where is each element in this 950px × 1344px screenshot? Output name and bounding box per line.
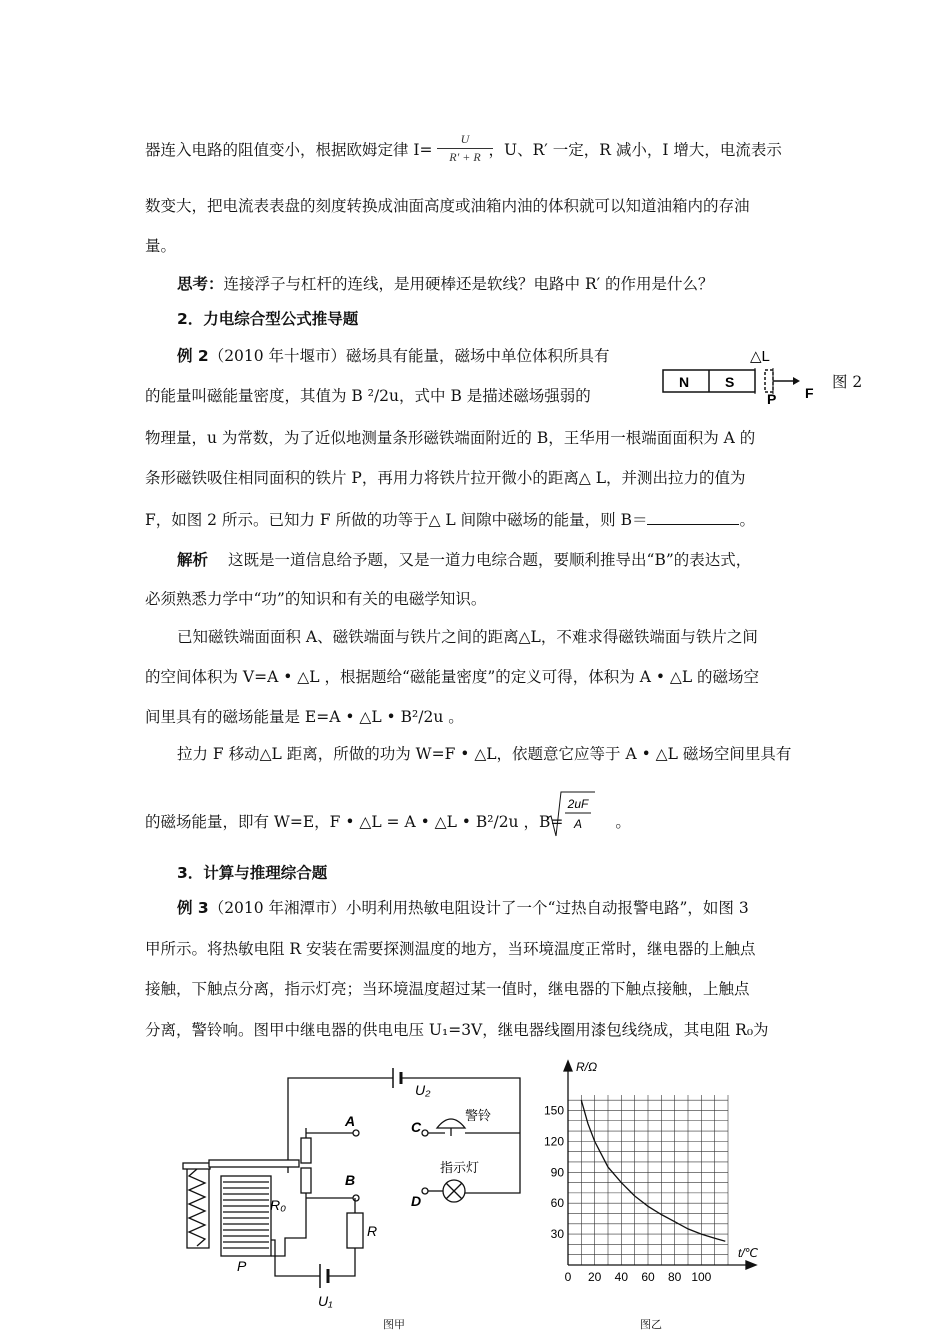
analysis-line5: 间里具有的磁场能量是 E=A • △L • B²/2u 。 [145, 708, 464, 726]
figure2-caption: 图 2 [832, 373, 863, 391]
chart-grid [568, 1095, 728, 1265]
south-pole-label: S [725, 374, 735, 390]
ohms-law-fraction [437, 132, 493, 165]
x-tick-label: 0 [564, 1270, 572, 1284]
r0-label: R₀ [270, 1197, 287, 1213]
x-axis-arrow [746, 1261, 756, 1269]
y-tick-label: 30 [550, 1227, 564, 1242]
example3-line2: 甲所示。将热敏电阻 R 安装在需要探测温度的地方，当环境温度正常时，继电器的上触点 [145, 940, 756, 958]
sqrt-formula [545, 788, 597, 840]
y-tick-label: 120 [543, 1134, 564, 1149]
a-label: A [345, 1113, 356, 1129]
chart-axes [564, 1061, 756, 1269]
upper-contact [301, 1138, 311, 1163]
y-tick-label: 60 [550, 1196, 564, 1211]
p-label: P [237, 1258, 247, 1274]
section2-title: 2．力电综合型公式推导题 [177, 310, 359, 328]
spring [189, 1169, 205, 1246]
analysis-line1: 解析 这既是一道信息给予题，又是一道力电综合题，要顺利推导出“B”的表达式， [177, 551, 752, 569]
lower-contact [301, 1168, 311, 1193]
wire-to-u1 [275, 1258, 320, 1276]
y-axis-arrow [564, 1061, 572, 1071]
chart-caption: 图乙 [640, 1318, 662, 1331]
x-tick-label: 60 [641, 1270, 655, 1284]
think-text: 连接浮子与杠杆的连线，是用硬棒还是软线？电路中 R′ 的作用是什么？ [223, 275, 714, 293]
c-label: C [411, 1119, 422, 1135]
x-tick-label: 80 [667, 1270, 682, 1284]
think-paragraph [177, 272, 714, 294]
resistance-temperature-chart [540, 1055, 780, 1315]
think-label: 思考： [177, 275, 224, 293]
x-tick-label: 20 [587, 1270, 602, 1284]
terminal-c [422, 1130, 428, 1136]
answer-blank [647, 510, 739, 525]
fraction-numerator: U [460, 132, 470, 146]
lever-pivot-block [183, 1163, 210, 1169]
example2-line5: F，如图 2 所示。已知力 F 所做的功等于△ L 间隙中磁场的能量，则 B＝ 。 [145, 511, 755, 529]
north-pole-label: N [679, 374, 690, 390]
terminal-b [353, 1195, 359, 1201]
bell-symbol [437, 1119, 465, 1128]
r-label: R [367, 1223, 378, 1239]
analysis-line3: 已知磁铁端面面积 A、磁铁端面与铁片之间的距离△L，不难求得磁铁端面与铁片之间 [177, 628, 758, 646]
terminal-d [422, 1188, 428, 1194]
example2-line3: 物理量，u 为常数，为了近似地测量条形磁铁端面附近的 B，王华用一根端面面积为 A 的 [145, 429, 756, 447]
example2-line2: 的能量叫磁能量密度，其值为 B ²/2u，式中 B 是描述磁场强弱的 [145, 387, 591, 405]
u2-label: U₂ [415, 1082, 431, 1098]
sqrt-denominator: A [573, 817, 583, 831]
resistance-curve [581, 1100, 725, 1241]
y-tick-label: 150 [543, 1103, 564, 1118]
circuit-caption: 图甲 [383, 1318, 405, 1331]
iron-plate [765, 370, 773, 392]
analysis-line2: 必须熟悉力学中“功”的知识和有关的电磁学知识。 [145, 590, 487, 608]
example2-line4: 条形磁铁吸住相同面积的铁片 P，再用力将铁片拉开微小的距离△ L，并测出拉力的值为 [145, 469, 746, 487]
lamp-label: 指示灯 [440, 1160, 480, 1175]
y-axis-label: R/Ω [576, 1060, 598, 1074]
example3-line4: 分离，警铃响。图甲中继电器的供电电压 U₁=3V，继电器线圈用漆包线绕成，其电阻 R₀为 [145, 1021, 769, 1039]
para1-line2: 数变大，把电流表表盘的刻度转换成油面高度或油箱内油的体积就可以知道油箱内的存油 [145, 197, 750, 215]
section3-title: 3．计算与推理综合题 [177, 864, 328, 882]
x-tick-label: 40 [614, 1270, 629, 1284]
circuit-diagram [175, 1058, 535, 1308]
plate-p-label: P [767, 391, 777, 404]
example2-line1: 例 2（2010 年十堰市）磁场具有能量，磁场中单位体积所具有 [177, 347, 610, 365]
x-axis-label: t/℃ [738, 1246, 759, 1260]
x-tick-label: 100 [691, 1270, 712, 1284]
analysis-line4: 的空间体积为 V=A • △L ，根据题给“磁能量密度”的定义可得，体积为 A • △L 的磁场空 [145, 668, 760, 686]
resistor-r [347, 1213, 363, 1248]
terminal-a [353, 1130, 359, 1136]
fraction-bar [437, 148, 493, 149]
para1-line3: 量。 [145, 237, 177, 255]
y-tick-label: 90 [550, 1165, 564, 1180]
example3-line1: 例 3（2010 年湘潭市）小明利用热敏电阻设计了一个“过热自动报警电路”，如图 3 [177, 899, 749, 917]
delta-l-label: △L [750, 348, 770, 365]
para1-line1: 器连入电路的阻值变小，根据欧姆定律 I= ，U、R′ 一定，R 减小，I 增大，电流表示 [145, 141, 782, 159]
force-label: F [805, 385, 814, 401]
b-label: B [345, 1172, 356, 1188]
d-label: D [411, 1193, 422, 1209]
analysis-line7: 的磁场能量，即有 W=E，F • △L = A • △L • B²/2u ，B= 。 [145, 813, 631, 831]
sqrt-numerator: 2uF [567, 797, 589, 811]
analysis-line6: 拉力 F 移动△L 距离，所做的功为 W=F • △L，依题意它应等于 A • △L 磁场空间里具有 [177, 745, 792, 763]
chart-ticks [544, 1103, 712, 1284]
fraction-denominator: R′ + R [449, 150, 481, 164]
armature-lever [209, 1160, 299, 1167]
wire-u1-r [328, 1248, 355, 1276]
bell-label: 警铃 [465, 1108, 492, 1123]
u1-label: U₁ [318, 1293, 333, 1308]
force-arrowhead [793, 377, 800, 385]
example3-line3: 接触，下触点分离，指示灯亮；当环境温度超过某一值时，继电器的下触点接触，上触点 [145, 980, 750, 998]
